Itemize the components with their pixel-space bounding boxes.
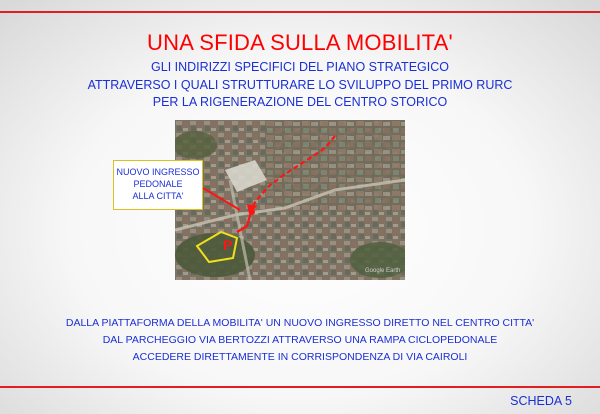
callout-line-3: ALLA CITTA': [132, 191, 184, 201]
subtitle-line-2: ATTRAVERSO I QUALI STRUTTURARE LO SVILUPPO DEL PRIMO RURC: [87, 78, 513, 92]
body-line-1: DALLA PIATTAFORMA DELLA MOBILITA' UN NUOVO INGRESSO DIRETTO NEL CENTRO CITTA': [65, 317, 535, 329]
subtitle-line-1: GLI INDIRIZZI SPECIFICI DEL PIANO STRATEGICO: [151, 60, 449, 74]
body-line-3: ACCEDERE DIRETTAMENTE IN CORRISPONDENZA DI VIA CAIROLI: [132, 351, 468, 363]
parking-marker: P: [223, 237, 233, 253]
body-line-2: DAL PARCHEGGIO VIA BERTOZZI ATTRAVERSO UNA RAMPA CICLOPEDONALE: [102, 334, 498, 346]
map-credit: Google Earth: [365, 268, 401, 274]
callout-box: [113, 160, 203, 210]
top-rule: [0, 11, 600, 13]
callout-line-1: NUOVO INGRESSO: [116, 167, 200, 177]
aerial-map-image: [175, 120, 405, 280]
subtitle-line-3: PER LA RIGENERAZIONE DEL CENTRO STORICO: [152, 95, 448, 109]
aerial-map-graphic: [175, 120, 405, 280]
bottom-rule: [0, 386, 600, 388]
callout-line-2: PEDONALE: [133, 179, 183, 189]
scheda-label: SCHEDA 5: [510, 394, 572, 408]
slide-title: UNA SFIDA SULLA MOBILITA': [147, 30, 453, 55]
